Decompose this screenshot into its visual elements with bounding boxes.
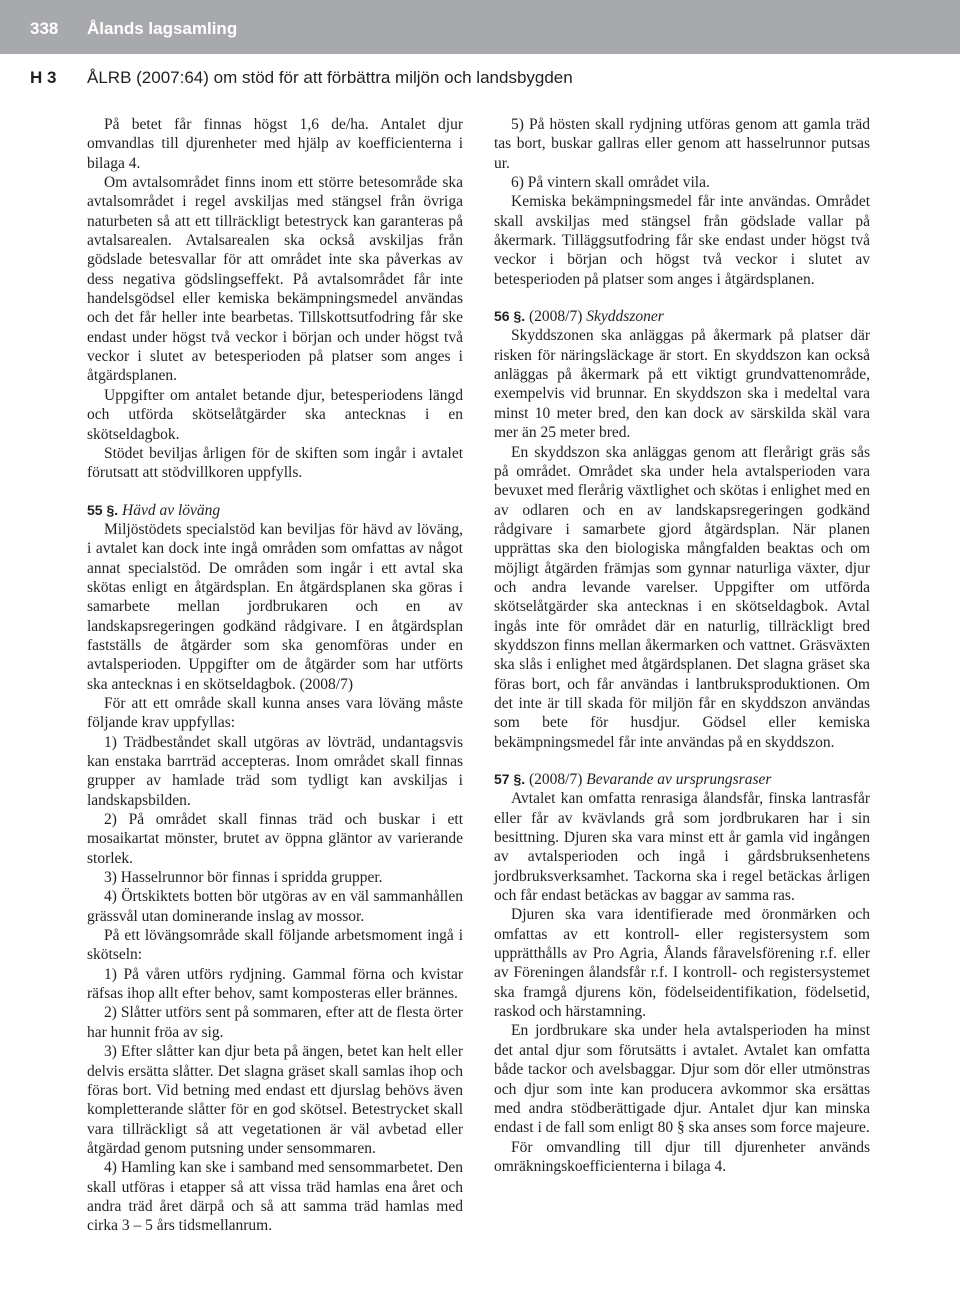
paragraph: 6) På vintern skall området vila. [511,174,710,192]
paragraph: 1) På våren utförs rydjning. Gammal förna och kvistar räfsas ihop allt efter behov, samt komposteras eller brännes. [87,965,463,1003]
right-column [494,115,870,1176]
paragraph: För att ett område skall kunna anses vara löväng måste följande krav uppfyllas: [87,694,463,732]
section-title: Bevarande av ursprungsraser [586,771,772,788]
paragraph: Skyddszonen ska anläggas på åkermark på platser där risken för näringsläckage är stort. En skyddszon kan också anläggas på åkermark på ett viktigt grundvattenområde, exempelvis vid brunnar. En skyddszon ska i medeltal vara minst 10 meter bred, den kan dock av särskilda skäl vara mer än 25 meter bred. [494,327,870,442]
paragraph: På betet får finnas högst 1,6 de/ha. Antalet djur omvandlas till djurenheter med hjälp av koefficienterna i bilaga 4. [87,116,463,172]
paragraph: Djuren ska vara identifierade med öronmärken och omfattas av ett kontroll- eller registersystem som upprätthålls av Pro Agria, Ålands fåravelsförening r.f. eller av Föreningen ålandsfår r.f. I kontroll- och registersystemet ska framgå djurens kön, födelseidentifikation, födelsetid, raskod och härstamning. [494,906,870,1021]
section-title: Hävd av löväng [122,501,221,519]
paragraph: För omvandling till djur till djurenheter används omräkningskoefficienterna i bilaga 4. [494,1138,870,1175]
paragraph: 2) Slåtter utförs sent på sommaren, efter att de flesta örter har hunnit fröa av sig. [87,1004,463,1041]
running-header-bar [0,0,960,54]
section-number: 55 §. [87,501,119,518]
section-title: Skyddszoner [586,308,664,326]
paragraph: 4) Örtskiktets botten bör utgöras av en väl sammanhållen grässvål utan dominerande inslag av mossor. [87,888,463,925]
chapter-code: H 3 [30,68,57,87]
paragraph: Om avtalsområdet finns inom ett större betesområde ska avtalsområdet i regel avskiljas med stängsel från övriga naturbeten så att ett tillräckligt betestryck kan garanteras på avtalsarealen. Avtalsarealen ska också avskiljas från gödslade betesvallar för att området inte ska påverkas av dess negativa gödslingseffekt. På avtalsområdet får inte handelsgödsel eller kemiska bekämpningsmedel användas och det får heller inte bearbetas. Tillskottsutfodring får ske endast under högst två veckor i början och under högst två veckor i slutet av betesperioden på platser som anges i åtgärdsplanen. [87,174,463,385]
paragraph: En skyddszon ska anläggas genom att flerårigt gräs sås på området. Området ska under hela avtalsperioden vara bevuxet med flerårig växtlighet och skötas i enlighet med en av odlaren och en av landskapsregeringen godkänd rådgivare i samarbete gjord åtgärdsplan. När planen upprättas ska den biologiska mångfalden beaktas och om möjligt åtgärden främjas som gynnar naturliga växter, djur och andra levande varelser. Uppgifter om utförda skötselåtgärder ska antecknas i en skötseldagbok. Avtal ingås inte för området där en naturlig, tillräckligt bred skyddszon finns mellan åkermarken och vattnet. Gräsväxten ska slås i enlighet med åtgärdsplanen. Det slagna gräset ska föras bort, och får användas i lantbruksproduktionen. Om det inte är till skada för miljön får en skyddszon användas som bete för husdjur. Gödsel eller kemiska bekämpningsmedel får inte användas på en skyddszon. [494,443,870,751]
section-heading-56 [494,307,870,326]
book-title: Ålands lagsamling [87,19,238,38]
paragraph: 4) Hamling kan ske i samband med sensommarbetet. Den skall utföras i etapper så att vissa träd hamlas ena året och andra träd året därpå och så att samma träd hamlas med cirka 3 – 5 års tidsmellanrum. [87,1159,463,1235]
law-title: ÅLRB (2007:64) om stöd för att förbättra miljön och landsbygden [87,68,573,87]
paragraph: 3) Efter slåtter kan djur beta på ängen, betet kan helt eller delvis ersätta slåtter. Det slagna gräset skall samlas ihop och föras bort. Vid betning med endast ett djurslag behövs även kompletterande slåtter för en god skötsel. Betestrycket skall vara tillräckligt så att vegetationen är väl avbetad eller åtgärdad genom putsning under sensommaren. [87,1043,463,1157]
section-number: 56 §. [494,308,526,325]
paragraph: På ett lövängsområde skall följande arbetsmoment ingå i skötseln: [87,927,463,964]
paragraph: En jordbrukare ska under hela avtalsperioden ha minst det antal djur som förutsätts i avtalet. Avtalet kan omfatta både tackor och avelsbaggar. Djur som dör eller utmönstras och djur som inte kan producera avkommor ska ersättas med andra stödberättigade djur. Antalet djur kan minska endast i de fall som enligt 80 § ska anses som force majeure. [494,1022,870,1137]
section-heading-57 [494,770,870,789]
paragraph: Avtalet kan omfatta renrasiga ålandsfår, finska lantrasfår eller får av kvävlands grå som jordbrukaren har i sin besittning. Djuren ska vara minst ett år gamla vid ingången av avtalsperioden och ingå i gårdsbruksenhetens jordbruksverksamhet. Tackorna ska i regel betäckas årligen och får endast betäckas av baggar av samma ras. [494,790,870,905]
paragraph: Kemiska bekämpningsmedel får inte användas. Området skall avskiljas med stängsel från gödslade vallar på åkermark. Tilläggsutfodring får ske endast under högst två veckor i början och högst två veckor i slutet av betesperioden på platser som anges i åtgärdsplanen. [494,193,870,288]
paragraph: 2) På området skall finnas träd och buskar i ett mosaikartat mönster, brutet av öppna gläntor av varierande storlek. [87,811,463,867]
page-number: 338 [30,19,59,38]
paragraph: Uppgifter om antalet betande djur, betesperiodens längd och utförda skötselåtgärder ska antecknas i en skötseldagbok. [87,386,463,443]
paragraph: 3) Hasselrunnor bör finnas i spridda grupper. [104,869,383,887]
section-number: 57 §. [494,771,526,787]
section-heading-55 [87,501,463,520]
paragraph: 5) På hösten skall rydjning utföras genom att gamla träd tas bort, buskar gallras eller genom att hasselrunnor putsas ur. [494,116,870,172]
paragraph: Miljöstödets specialstöd kan beviljas för hävd av löväng, i avtalet kan dock inte ingå områden som omfattas av något annat specialstöd. De områden som ingår i ett avtal ska skötas enligt en åtgärdsplan. En åtgärdsplanen ska göras i samarbete mellan jordbrukaren och en av landskapsregeringen godkänd rådgivare. I en åtgärdsplan fastställs de åtgärder som ska genomföras under en avtalsperioden. Uppgifter om de åtgärder som har utförts ska antecknas i en skötseldagbok. (2008/7) [87,520,463,693]
amendment-ref: (2008/7) [529,771,583,788]
amendment-ref: (2008/7) [529,308,583,326]
left-column [87,115,463,1236]
paragraph: Stödet beviljas årligen för de skiften som ingår i avtalet förutsatt att stödvillkoren uppfylls. [87,444,463,482]
paragraph: 1) Trädbeståndet skall utgöras av lövträd, undantagsvis kan enstaka barrträd accepteras. Inom området skall finnas grupper av hamlade träd som tydligt kan avskiljas i landskapsbilden. [87,733,463,809]
